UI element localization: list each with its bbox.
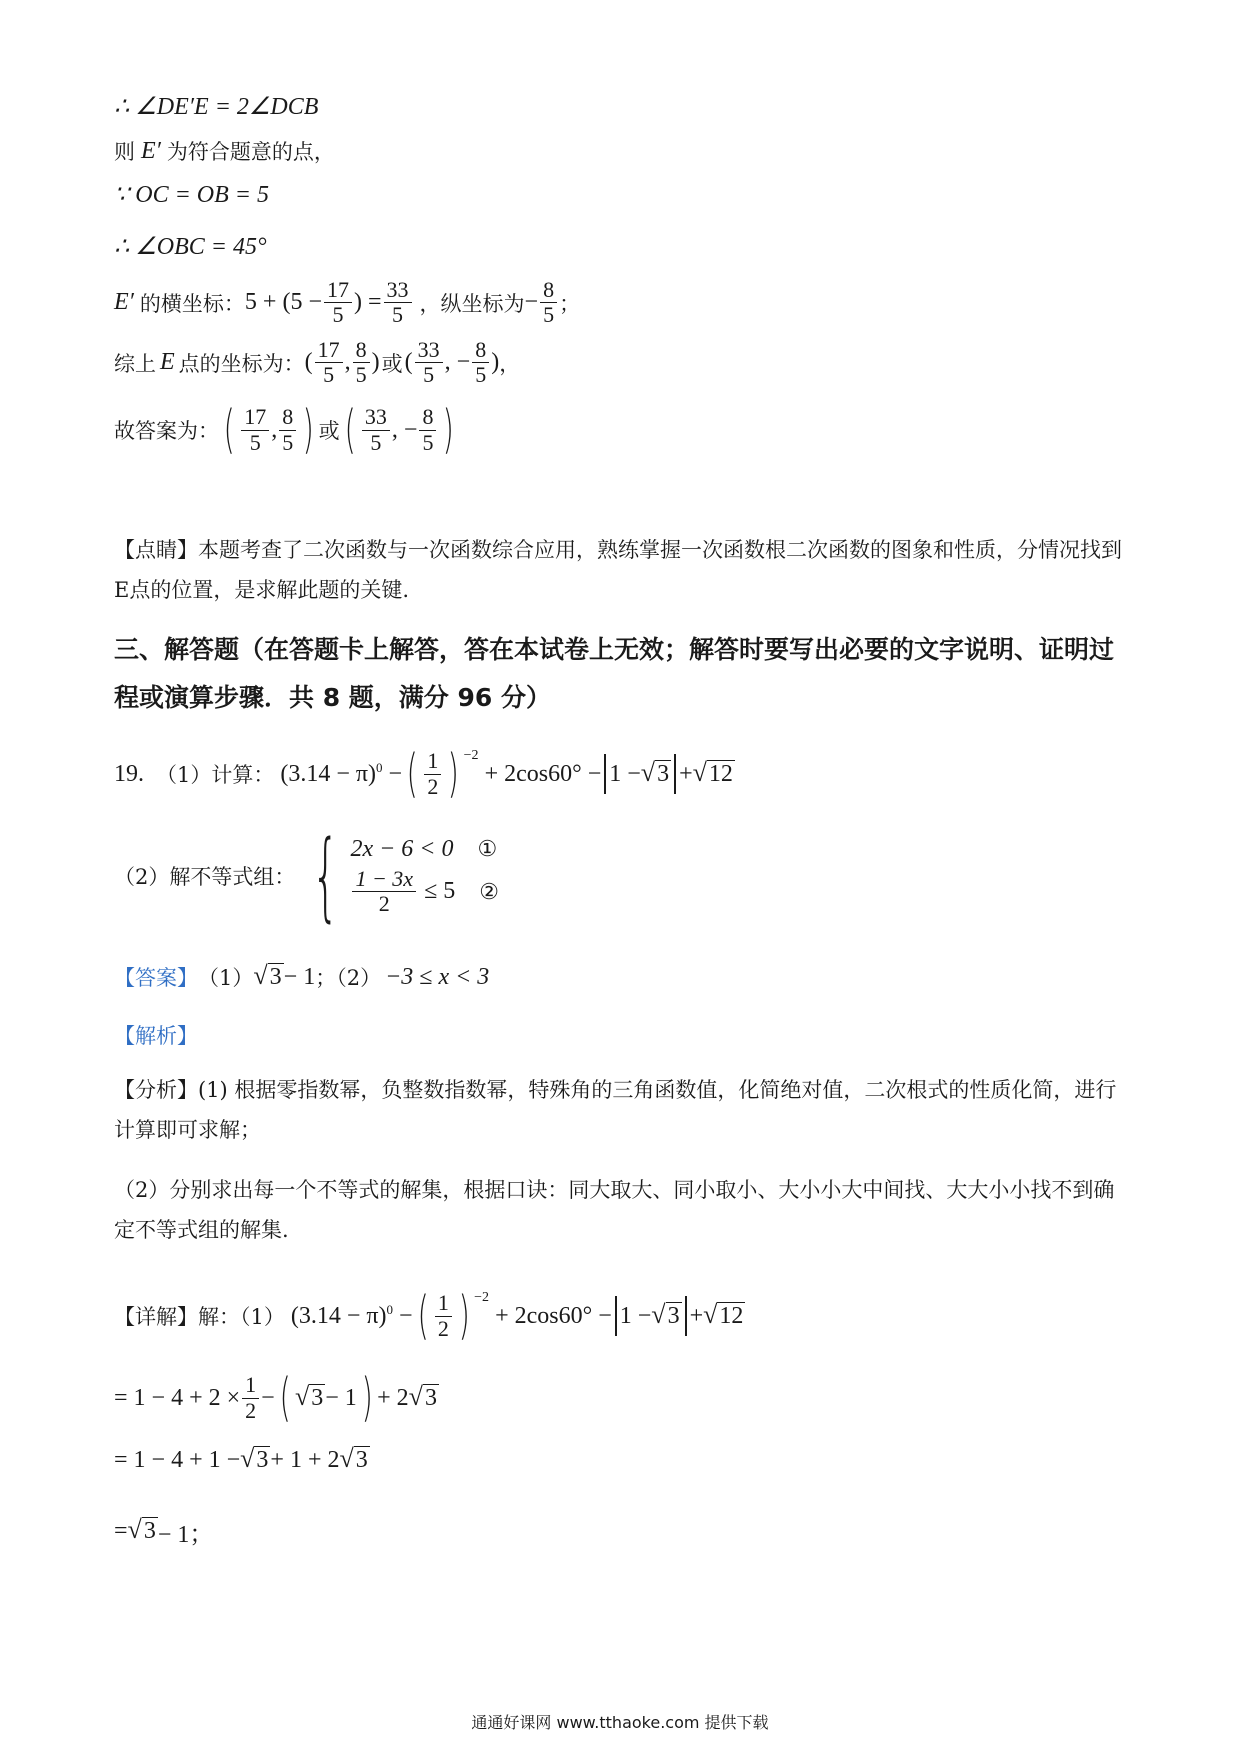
detail-tag: 【详解】 xyxy=(114,1305,198,1329)
obc-angle-text: ∴ ∠OBC = 45° xyxy=(114,234,267,260)
analysis-tag: 【分析】 xyxy=(114,1078,198,1102)
sqrt-3: √ 3 xyxy=(640,757,670,787)
answer-part2: −3 ≤ x < 3 xyxy=(385,963,490,990)
text-or-2: 或 xyxy=(318,419,340,443)
q19-part1-label: （1）计算： xyxy=(156,763,275,787)
dianjing-text: 本题考查了二次函数与一次函数综合应用，熟练掌握一次函数根二次函数的图象和性质，分情况找到E点的位置，是求解此题的关键. xyxy=(114,538,1122,602)
line-angle-relation xyxy=(114,92,318,121)
question-number: 19. xyxy=(114,760,144,787)
mark-1: ① xyxy=(477,836,498,862)
footer-source: 通通好课网 www.tthaoke.com 提供下载 xyxy=(471,1713,769,1732)
analysis-paragraph-2 xyxy=(114,1170,1126,1250)
dianjing-paragraph xyxy=(114,530,1126,610)
detail-line-2: = 1 − 4 + 2 × $\frac{1}{2}$ − ( √ 3 − 1 ) + 2 √ 3 xyxy=(114,1368,437,1428)
text-answer-is: 故答案为： xyxy=(114,419,219,443)
text-ordinate: 纵坐标为 xyxy=(440,291,525,316)
text-ze: 则 xyxy=(114,140,135,164)
text-abscissa: 的横坐标： xyxy=(139,291,245,316)
fraction-8-5: $\frac{8}{5}$ xyxy=(540,278,557,327)
detail-line-1: 【详解】 解：（1） $(3.14 - \pi)^0$ − ( $\frac{1}{2}$ ) −2 + 2cos60° − 1 − √ 3 + √ 12 xyxy=(114,1286,744,1346)
expr-pi-term: $(3.14 - \pi)^0$ − xyxy=(280,760,403,787)
oc-ob-text: ∵ OC = OB = 5 xyxy=(114,182,269,208)
analysis-text-2: （2）分别求出每一个不等式的解集，根据口诀：同大取大、同小取小、大小小大中间找、大大小小找不到确定不等式组的解集. xyxy=(114,1178,1115,1242)
fraction-33-5: $\frac{33}{5}$ xyxy=(384,278,412,327)
abscissa-expression: 5 + (5 − xyxy=(244,289,322,316)
answer-tag: 【答案】 xyxy=(114,966,198,990)
line-final-answer: 故答案为： ( $\frac{17}{5}$ , $\frac{8}{5}$ ) 或 ( $\frac{33}{5}$ , − $\frac{8}{5}$ ) xyxy=(114,400,455,460)
detail-line-3: = 1 − 4 + 1 − √ 3 + 1 + 2 √ 3 xyxy=(114,1444,368,1473)
text-zongshang: 综上 xyxy=(114,351,156,376)
text-or: 或 xyxy=(381,351,403,376)
answer-line: 【答案】 （1） √ 3 − 1 ；（2） −3 ≤ x < 3 xyxy=(114,960,490,990)
text-coords-are: 点的坐标为： xyxy=(178,351,305,376)
section-heading: 三、解答题（在答题卡上解答，答在本试卷上无效；解答时要写出必要的文字说明、证明过程或演算步骤．共 8 题，满分 96 分） xyxy=(114,635,1115,712)
analysis-text-1: (1) 根据零指数幂，负整数指数幂，特殊角的三角函数值，化简绝对值，二次根式的性质化简，进行计算即可求解； xyxy=(114,1078,1117,1142)
mark-2: ② xyxy=(479,878,499,904)
line-summary-coords: 综上 E 点的坐标为： ( $\frac{17}{5}$ , $\frac{8}{5}$ ) 或 ( $\frac{33}{5}$ , − $\frac{8}{5}$ ) ， xyxy=(114,337,521,388)
line-point-valid xyxy=(114,136,335,166)
q19-part1: 19. （1）计算： $(3.14 - \pi)^0$ − ( $\frac{1}{2}$ ) −2 + 2cos60° − 1 − √ 3 + √ 12 xyxy=(114,744,733,804)
dianjing-tag: 【点睛】 xyxy=(114,538,198,562)
angle-relation-text: ∴ ∠DE′E = 2∠DCB xyxy=(114,94,319,120)
detail-line-4: = √ 3 − 1； xyxy=(114,1515,214,1548)
inequality-1: 2x − 6 < 0 xyxy=(350,835,454,862)
line-e-prime-coords: E′ 的横坐标： 5 + (5 − $\frac{17}{5}$ ) = $\frac{33}{5}$ ， 纵坐标为 − $\frac{8}{5}$ ； xyxy=(114,277,581,328)
sqrt-12: √ 12 xyxy=(692,757,733,787)
q19-part2 xyxy=(114,820,499,932)
point-e-label: E xyxy=(160,349,175,376)
q19-part2-label: （2）解不等式组： xyxy=(114,865,296,889)
line-oc-ob xyxy=(114,180,269,209)
system-brace: { xyxy=(312,820,340,932)
point-e-prime-label: E′ xyxy=(114,289,134,316)
line-obc-angle xyxy=(114,232,267,261)
jiexi-line xyxy=(114,1020,198,1050)
point-e-prime: E′ xyxy=(141,137,161,164)
inequality-system: 2x − 6 < 0 ① $\frac{1 - 3x}{2}$ ≤ 5 ② xyxy=(350,835,499,916)
text-valid-point: 为符合题意的点， xyxy=(166,140,335,164)
fraction-17-5: $\frac{17}{5}$ xyxy=(324,278,352,327)
inequality-2-frac: $\frac{1 - 3x}{2}$ xyxy=(352,867,416,916)
expr-cos-term: + 2cos60° − xyxy=(484,760,602,787)
detail-prefix: 解：（1） xyxy=(198,1305,285,1329)
jiexi-tag: 【解析】 xyxy=(114,1024,198,1048)
analysis-paragraph-1 xyxy=(114,1070,1126,1150)
